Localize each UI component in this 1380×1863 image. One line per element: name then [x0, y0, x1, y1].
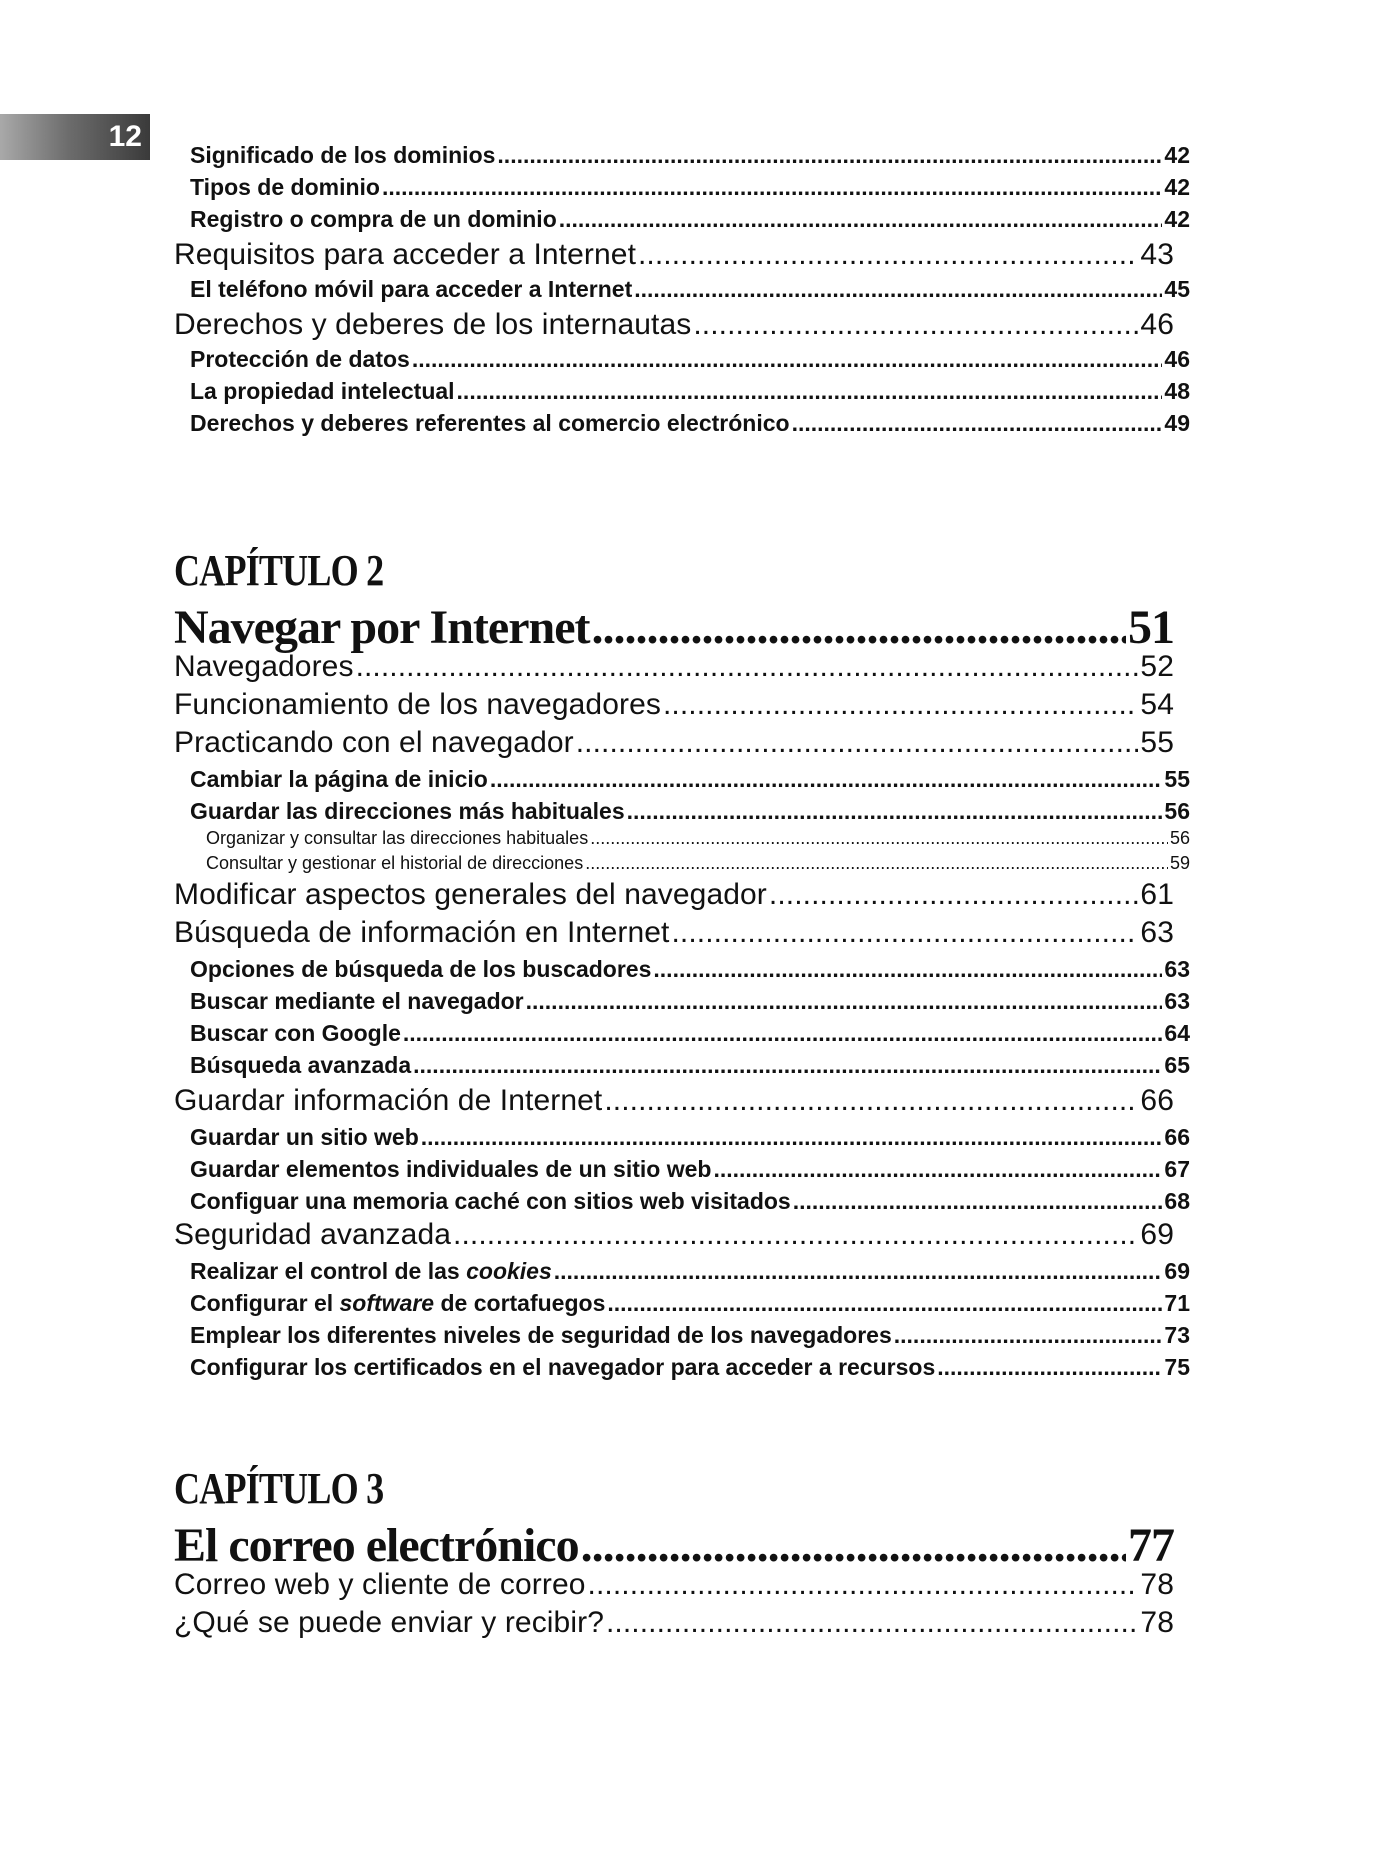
toc-entry-title: Significado de los dominios	[190, 142, 496, 168]
toc-leader	[663, 688, 1138, 722]
toc-entry	[190, 1124, 1190, 1151]
toc-section-title: Búsqueda de información en Internet	[174, 916, 670, 949]
toc-section-page: 46	[1140, 308, 1174, 341]
toc-entry-title: Búsqueda avanzada	[190, 1052, 412, 1078]
toc-leader	[382, 174, 1162, 201]
toc-leader	[769, 878, 1139, 912]
toc-entry-title: Opciones de búsqueda de los buscadores	[190, 956, 652, 982]
toc-section-title: ¿Qué se puede enviar y recibir?	[174, 1606, 604, 1639]
toc-section-page: 69	[1140, 1218, 1174, 1251]
toc-entry-title: Configuar una memoria caché con sitios web visitados	[190, 1188, 791, 1214]
toc-entry-page: 68	[1164, 1188, 1190, 1214]
toc-section	[174, 238, 1174, 272]
toc-leader	[653, 956, 1162, 983]
toc-entry	[190, 142, 1190, 169]
toc-section-title: Navegadores	[174, 650, 354, 683]
toc-leader	[585, 853, 1168, 874]
toc-entry-page: 42	[1164, 206, 1190, 232]
toc-section-page: 66	[1140, 1084, 1174, 1117]
toc-subentry	[206, 828, 1190, 849]
toc-section	[174, 1084, 1174, 1118]
toc-section-page: 43	[1140, 238, 1174, 271]
toc-section-page: 78	[1140, 1568, 1174, 1601]
toc-section	[174, 916, 1174, 950]
toc-section	[174, 726, 1174, 760]
toc-entry-title: Derechos y deberes referentes al comercio electrónico	[190, 410, 790, 436]
toc-entry-title: Realizar el control de las cookies	[190, 1258, 552, 1284]
toc-entry-title: Guardar las direcciones más habituales	[190, 798, 625, 824]
toc-entry-page: 56	[1164, 798, 1190, 824]
toc-leader	[588, 1568, 1139, 1602]
toc-leader	[412, 346, 1163, 373]
toc-section	[174, 308, 1174, 342]
toc-leader	[638, 238, 1138, 272]
toc-section-title: Correo web y cliente de correo	[174, 1568, 586, 1601]
toc-entry-page: 66	[1164, 1124, 1190, 1150]
toc-entry-title: La propiedad intelectual	[190, 378, 455, 404]
toc-leader	[413, 1052, 1162, 1079]
chapter-title-page: 77	[1128, 1519, 1174, 1572]
toc-subentry	[206, 853, 1190, 874]
toc-section-page: 78	[1140, 1606, 1174, 1639]
toc-section	[174, 1218, 1174, 1252]
toc-section-page: 61	[1140, 878, 1174, 911]
toc-leader	[490, 766, 1163, 793]
toc-leader	[526, 988, 1163, 1015]
toc-entry-title: El teléfono móvil para acceder a Internet	[190, 276, 633, 302]
toc-entry-page: 48	[1164, 378, 1190, 404]
toc-leader	[672, 916, 1139, 950]
toc-entry-page: 55	[1164, 766, 1190, 792]
toc-section	[174, 1568, 1174, 1602]
toc-entry-title: Buscar mediante el navegador	[190, 988, 524, 1014]
toc-entry-page: 69	[1164, 1258, 1190, 1284]
toc-leader	[693, 308, 1138, 342]
toc-entry	[190, 1156, 1190, 1183]
toc-entry-page: 65	[1164, 1052, 1190, 1078]
toc-entry-title: Registro o compra de un dominio	[190, 206, 557, 232]
toc-entry	[190, 798, 1190, 825]
toc-entry	[190, 1354, 1190, 1381]
toc-entry	[190, 988, 1190, 1015]
toc-section-title: Modificar aspectos generales del navegador	[174, 878, 767, 911]
toc-section-title: Derechos y deberes de los internautas	[174, 308, 692, 341]
toc-section-page: 52	[1140, 650, 1174, 683]
toc-entry-page: 42	[1164, 174, 1190, 200]
toc-entry-title: Guardar un sitio web	[190, 1124, 419, 1150]
toc-entry-title: Guardar elementos individuales de un sitio web	[190, 1156, 712, 1182]
toc-entry-title: Configurar los certificados en el navegador para acceder a recursos	[190, 1354, 936, 1380]
toc-entry-page: 67	[1164, 1156, 1190, 1182]
toc-subentry-title: Organizar y consultar las direcciones habituales	[206, 828, 589, 848]
chapter-title	[174, 1518, 1174, 1573]
toc-section-page: 63	[1140, 916, 1174, 949]
toc-entry	[190, 410, 1190, 437]
toc-section	[174, 878, 1174, 912]
toc-entry-title: Tipos de dominio	[190, 174, 380, 200]
toc-leader	[581, 1518, 1126, 1573]
toc-section	[174, 650, 1174, 684]
toc-leader	[559, 206, 1163, 233]
toc-subentry-title: Consultar y gestionar el historial de direcciones	[206, 853, 584, 873]
toc-entry	[190, 276, 1190, 303]
toc-entry-page: 75	[1164, 1354, 1190, 1380]
toc-leader	[793, 1188, 1163, 1215]
toc-leader	[356, 650, 1139, 684]
toc-section	[174, 688, 1174, 722]
toc-entry	[190, 346, 1190, 373]
chapter-label: CAPÍTULO 2	[174, 546, 384, 595]
toc-entry	[190, 766, 1190, 793]
toc-entry	[190, 1020, 1190, 1047]
toc-entry-page: 73	[1164, 1322, 1190, 1348]
toc-subentry-page: 59	[1169, 853, 1190, 873]
toc-leader	[554, 1258, 1163, 1285]
toc-section-title: Funcionamiento de los navegadores	[174, 688, 661, 721]
chapter-label: CAPÍTULO 3	[174, 1464, 384, 1513]
toc-leader	[590, 828, 1168, 849]
toc-leader	[607, 1290, 1162, 1317]
toc-section	[174, 1606, 1174, 1640]
toc-leader	[713, 1156, 1162, 1183]
toc-leader	[421, 1124, 1163, 1151]
toc-leader	[453, 1218, 1138, 1252]
toc-leader	[792, 410, 1163, 437]
toc-leader	[457, 378, 1163, 405]
toc-section-title: Guardar información de Internet	[174, 1084, 603, 1117]
toc-entry-title: Buscar con Google	[190, 1020, 401, 1046]
chapter-title	[174, 600, 1174, 655]
toc-entry-page: 45	[1164, 276, 1190, 302]
toc-entry	[190, 1188, 1190, 1215]
toc-entry	[190, 1322, 1190, 1349]
toc-section-title: Practicando con el navegador	[174, 726, 574, 759]
toc-entry	[190, 378, 1190, 405]
toc-subentry-page: 56	[1169, 828, 1190, 848]
toc-entry-title: Configurar el software de cortafuegos	[190, 1290, 606, 1316]
toc-leader	[604, 1084, 1138, 1118]
toc-leader	[606, 1606, 1138, 1640]
toc-section-page: 54	[1140, 688, 1174, 721]
toc-leader	[592, 600, 1127, 655]
toc-entry-title: Protección de datos	[190, 346, 410, 372]
toc-entry-page: 71	[1164, 1290, 1190, 1316]
toc-entry-page: 64	[1164, 1020, 1190, 1046]
toc-leader	[894, 1322, 1163, 1349]
toc-entry	[190, 174, 1190, 201]
toc-entry	[190, 956, 1190, 983]
toc-entry	[190, 1258, 1190, 1285]
toc-leader	[634, 276, 1162, 303]
toc-entry-title: Cambiar la página de inicio	[190, 766, 488, 792]
toc-entry-page: 42	[1164, 142, 1190, 168]
toc-section-title: Seguridad avanzada	[174, 1218, 452, 1251]
toc-entry	[190, 1290, 1190, 1317]
toc-leader	[937, 1354, 1162, 1381]
toc-section-page: 55	[1140, 726, 1174, 759]
toc-entry-page: 63	[1164, 988, 1190, 1014]
toc-leader	[497, 142, 1162, 169]
toc-entry	[190, 206, 1190, 233]
toc-leader	[403, 1020, 1163, 1047]
chapter-title-text: Navegar por Internet	[174, 601, 590, 654]
chapter-title-text: El correo electrónico	[174, 1519, 579, 1572]
toc-leader	[576, 726, 1139, 760]
toc-entry-page: 49	[1164, 410, 1190, 436]
page-number-badge: 12	[0, 114, 150, 160]
toc-leader	[627, 798, 1163, 825]
chapter-title-page: 51	[1128, 601, 1174, 654]
toc-entry	[190, 1052, 1190, 1079]
toc-entry-page: 46	[1164, 346, 1190, 372]
toc-entry-page: 63	[1164, 956, 1190, 982]
toc-entry-title: Emplear los diferentes niveles de seguridad de los navegadores	[190, 1322, 892, 1348]
toc-section-title: Requisitos para acceder a Internet	[174, 238, 636, 271]
